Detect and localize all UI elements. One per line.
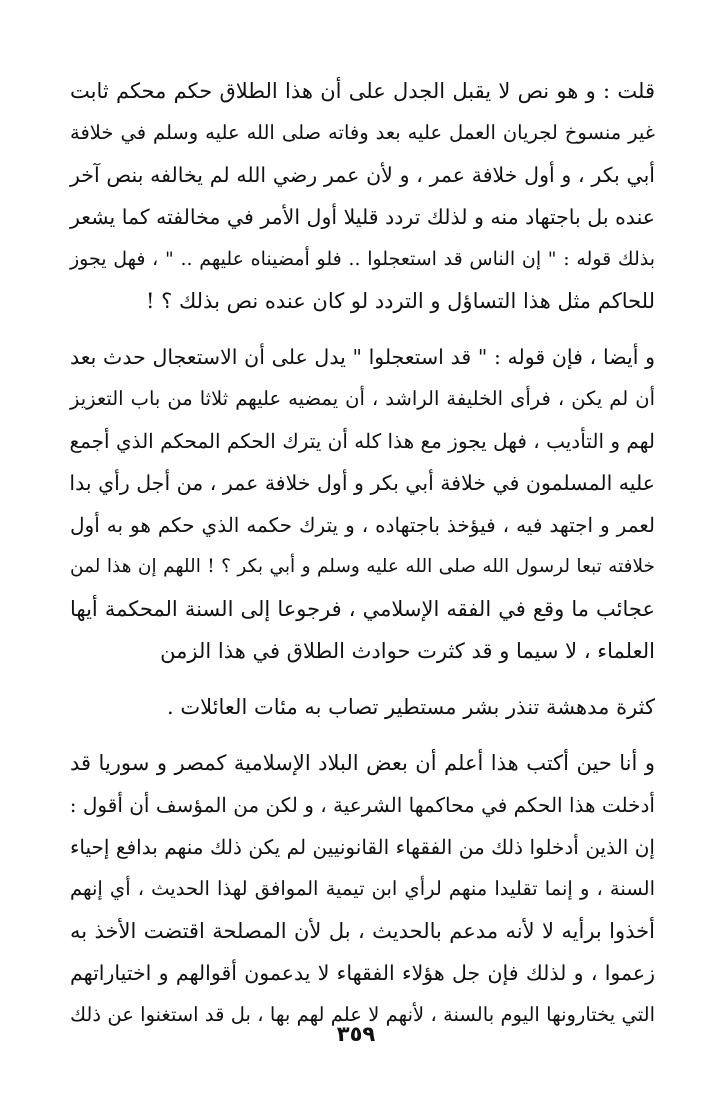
text-line: و أنا حين أكتب هذا أعلم أن بعض البلاد الإسلامية كمصر و سوريا قد xyxy=(70,751,655,775)
text-line: لهم و التأديب ، فهل يجوز مع هذا كله أن يترك الحكم المحكم الذي أجمع xyxy=(69,429,655,453)
text-line: إن الذين أدخلوا ذلك من الفقهاء القانونيين لم يكن ذلك منهم بدافع إحياء xyxy=(70,835,655,859)
text-line: للحاكم مثل هذا التساؤل و التردد لو كان عنده نص بذلك ؟ ! xyxy=(146,289,655,313)
text-line: السنة ، و إنما تقليدا منهم لرأي ابن تيمية الموافق لهذا الحديث ، أي إنهم xyxy=(70,877,655,900)
text-line: أن لم يكن ، فرأى الخليفة الراشد ، أن يمضيه عليهم ثلاثا من باب التعزيز xyxy=(70,387,655,410)
paragraph-2 xyxy=(70,336,655,672)
paragraph-3 xyxy=(70,686,655,728)
text-line: أدخلت هذا الحكم في محاكمها الشرعية ، و لكن من المؤسف أن أقول : xyxy=(69,793,655,817)
text-line: خلافته تبعا لرسول الله صلى الله عليه وسلم و أبي بكر ؟ ! اللهم إن هذا لمن xyxy=(70,556,655,577)
text-line: عجائب ما وقع في الفقه الإسلامي ، فرجوعا إلى السنة المحكمة أيها xyxy=(70,597,655,621)
text-line: أبي بكر ، و أول خلافة عمر ، و لأن عمر رضي الله لم يخالفه بنص آخر xyxy=(70,163,655,187)
text-line: لعمر و اجتهد فيه ، فيؤخذ باجتهاده ، و يترك حكمه الذي حكم هو به أول xyxy=(70,513,655,537)
paragraph-1 xyxy=(70,70,655,322)
page-number: ٣٥٩ xyxy=(336,1022,376,1046)
text-line: التي يختارونها اليوم بالسنة ، لأنهم لا علم لهم بها ، بل قد استغنوا عن ذلك xyxy=(70,1003,655,1026)
text-line: غير منسوخ لجريان العمل عليه بعد وفاته صلى الله عليه وسلم في خلافة xyxy=(70,121,655,144)
text-line: كثرة مدهشة تنذر بشر مستطير تصاب به مئات العائلات . xyxy=(167,695,655,719)
text-line: قلت : و هو نص لا يقبل الجدل على أن هذا الطلاق حكم محكم ثابت xyxy=(70,79,655,103)
text-line: و أيضا ، فإن قوله : " قد استعجلوا " يدل على أن الاستعجال حدث بعد xyxy=(70,345,655,369)
text-line: العلماء ، لا سيما و قد كثرت حوادث الطلاق في هذا الزمن xyxy=(160,639,655,663)
text-line: عليه المسلمون في خلافة أبي بكر و أول خلافة عمر ، من أجل رأي بدا xyxy=(69,471,655,495)
text-line: أخذوا برأيه لا لأنه مدعم بالحديث ، بل لأن المصلحة اقتضت الأخذ به xyxy=(70,919,655,943)
text-line: زعموا ، و لذلك فإن جل هؤلاء الفقهاء لا يدعمون أقوالهم و اختياراتهم xyxy=(70,961,655,985)
paragraph-4 xyxy=(70,742,655,1036)
book-page xyxy=(70,70,655,1050)
text-line: عنده بل باجتهاد منه و لذلك تردد قليلا أول الأمر في مخالفته كما يشعر xyxy=(70,205,655,229)
text-line: بذلك قوله : " إن الناس قد استعجلوا .. فلو أمضيناه عليهم .. " ، فهل يجوز xyxy=(70,248,655,270)
